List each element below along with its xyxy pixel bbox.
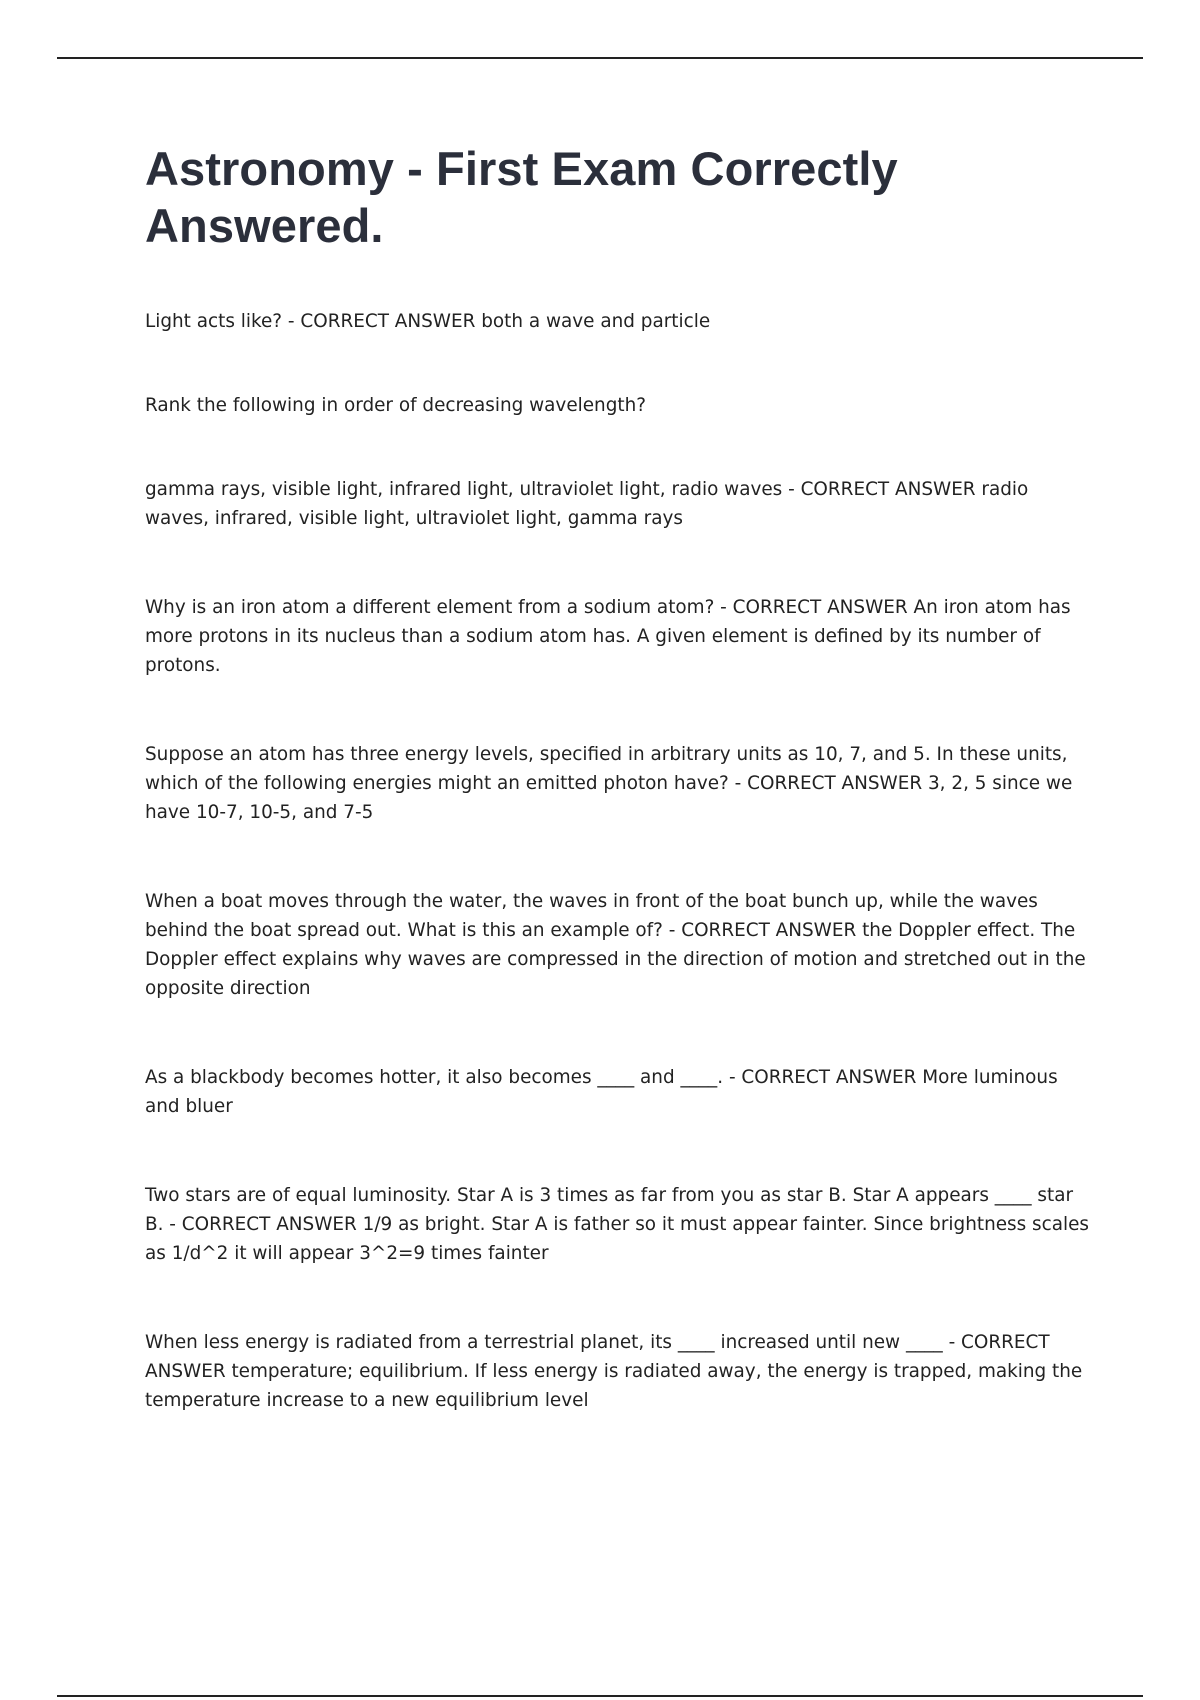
bottom-rule xyxy=(57,1695,1143,1697)
qa-item-iron-atom: Why is an iron atom a different element from a sodium atom? - CORRECT ANSWER An iron atom has more protons in its nucleus than a sodium atom has. A given element is defined by its number of protons. xyxy=(145,597,1071,676)
qa-item-energy-levels: Suppose an atom has three energy levels, specified in arbitrary units as 10, 7, and 5. In these units, which of the following energies might an emitted photon have? - CORRECT ANSWER 3, 2, 5 since we have 10-7, 10-5, and 7-5 xyxy=(145,744,1073,823)
qa-item-terrestrial-planet: When less energy is radiated from a terrestrial planet, its ____ increased until new ____ - CORRECT ANSWER temperature; equilibrium. If less energy is radiated away, the energy is trapped, making the temperature increase to a new equilibrium level xyxy=(145,1332,1083,1411)
qa-item-rank-question: Rank the following in order of decreasing wavelength? xyxy=(145,395,647,416)
qa-item-doppler: When a boat moves through the water, the waves in front of the boat bunch up, while the waves behind the boat spread out. What is this an example of? - CORRECT ANSWER the Doppler effect. The Doppler effect explains why waves are compressed in the direction of motion and stretched out in the opposite direction xyxy=(145,891,1086,999)
qa-item-luminosity: Two stars are of equal luminosity. Star A is 3 times as far from you as star B. Star A appears ____ star B. - CORRECT ANSWER 1/9 as bright. Star A is father so it must appear fainter. Since brightness scales as 1/d^2 it will appear 3^2=9 times fainter xyxy=(145,1185,1090,1264)
top-rule xyxy=(57,57,1143,59)
document-title: Astronomy - First Exam Correctly Answered. xyxy=(145,142,898,252)
qa-item-light: Light acts like? - CORRECT ANSWER both a wave and particle xyxy=(145,311,711,332)
qa-item-blackbody: As a blackbody becomes hotter, it also becomes ____ and ____. - CORRECT ANSWER More luminous and bluer xyxy=(145,1067,1058,1117)
document-body xyxy=(145,140,1090,1415)
qa-item-wavelength-order: gamma rays, visible light, infrared light, ultraviolet light, radio waves - CORRECT ANSWER radio waves, infrared, visible light, ultraviolet light, gamma rays xyxy=(145,479,1029,529)
